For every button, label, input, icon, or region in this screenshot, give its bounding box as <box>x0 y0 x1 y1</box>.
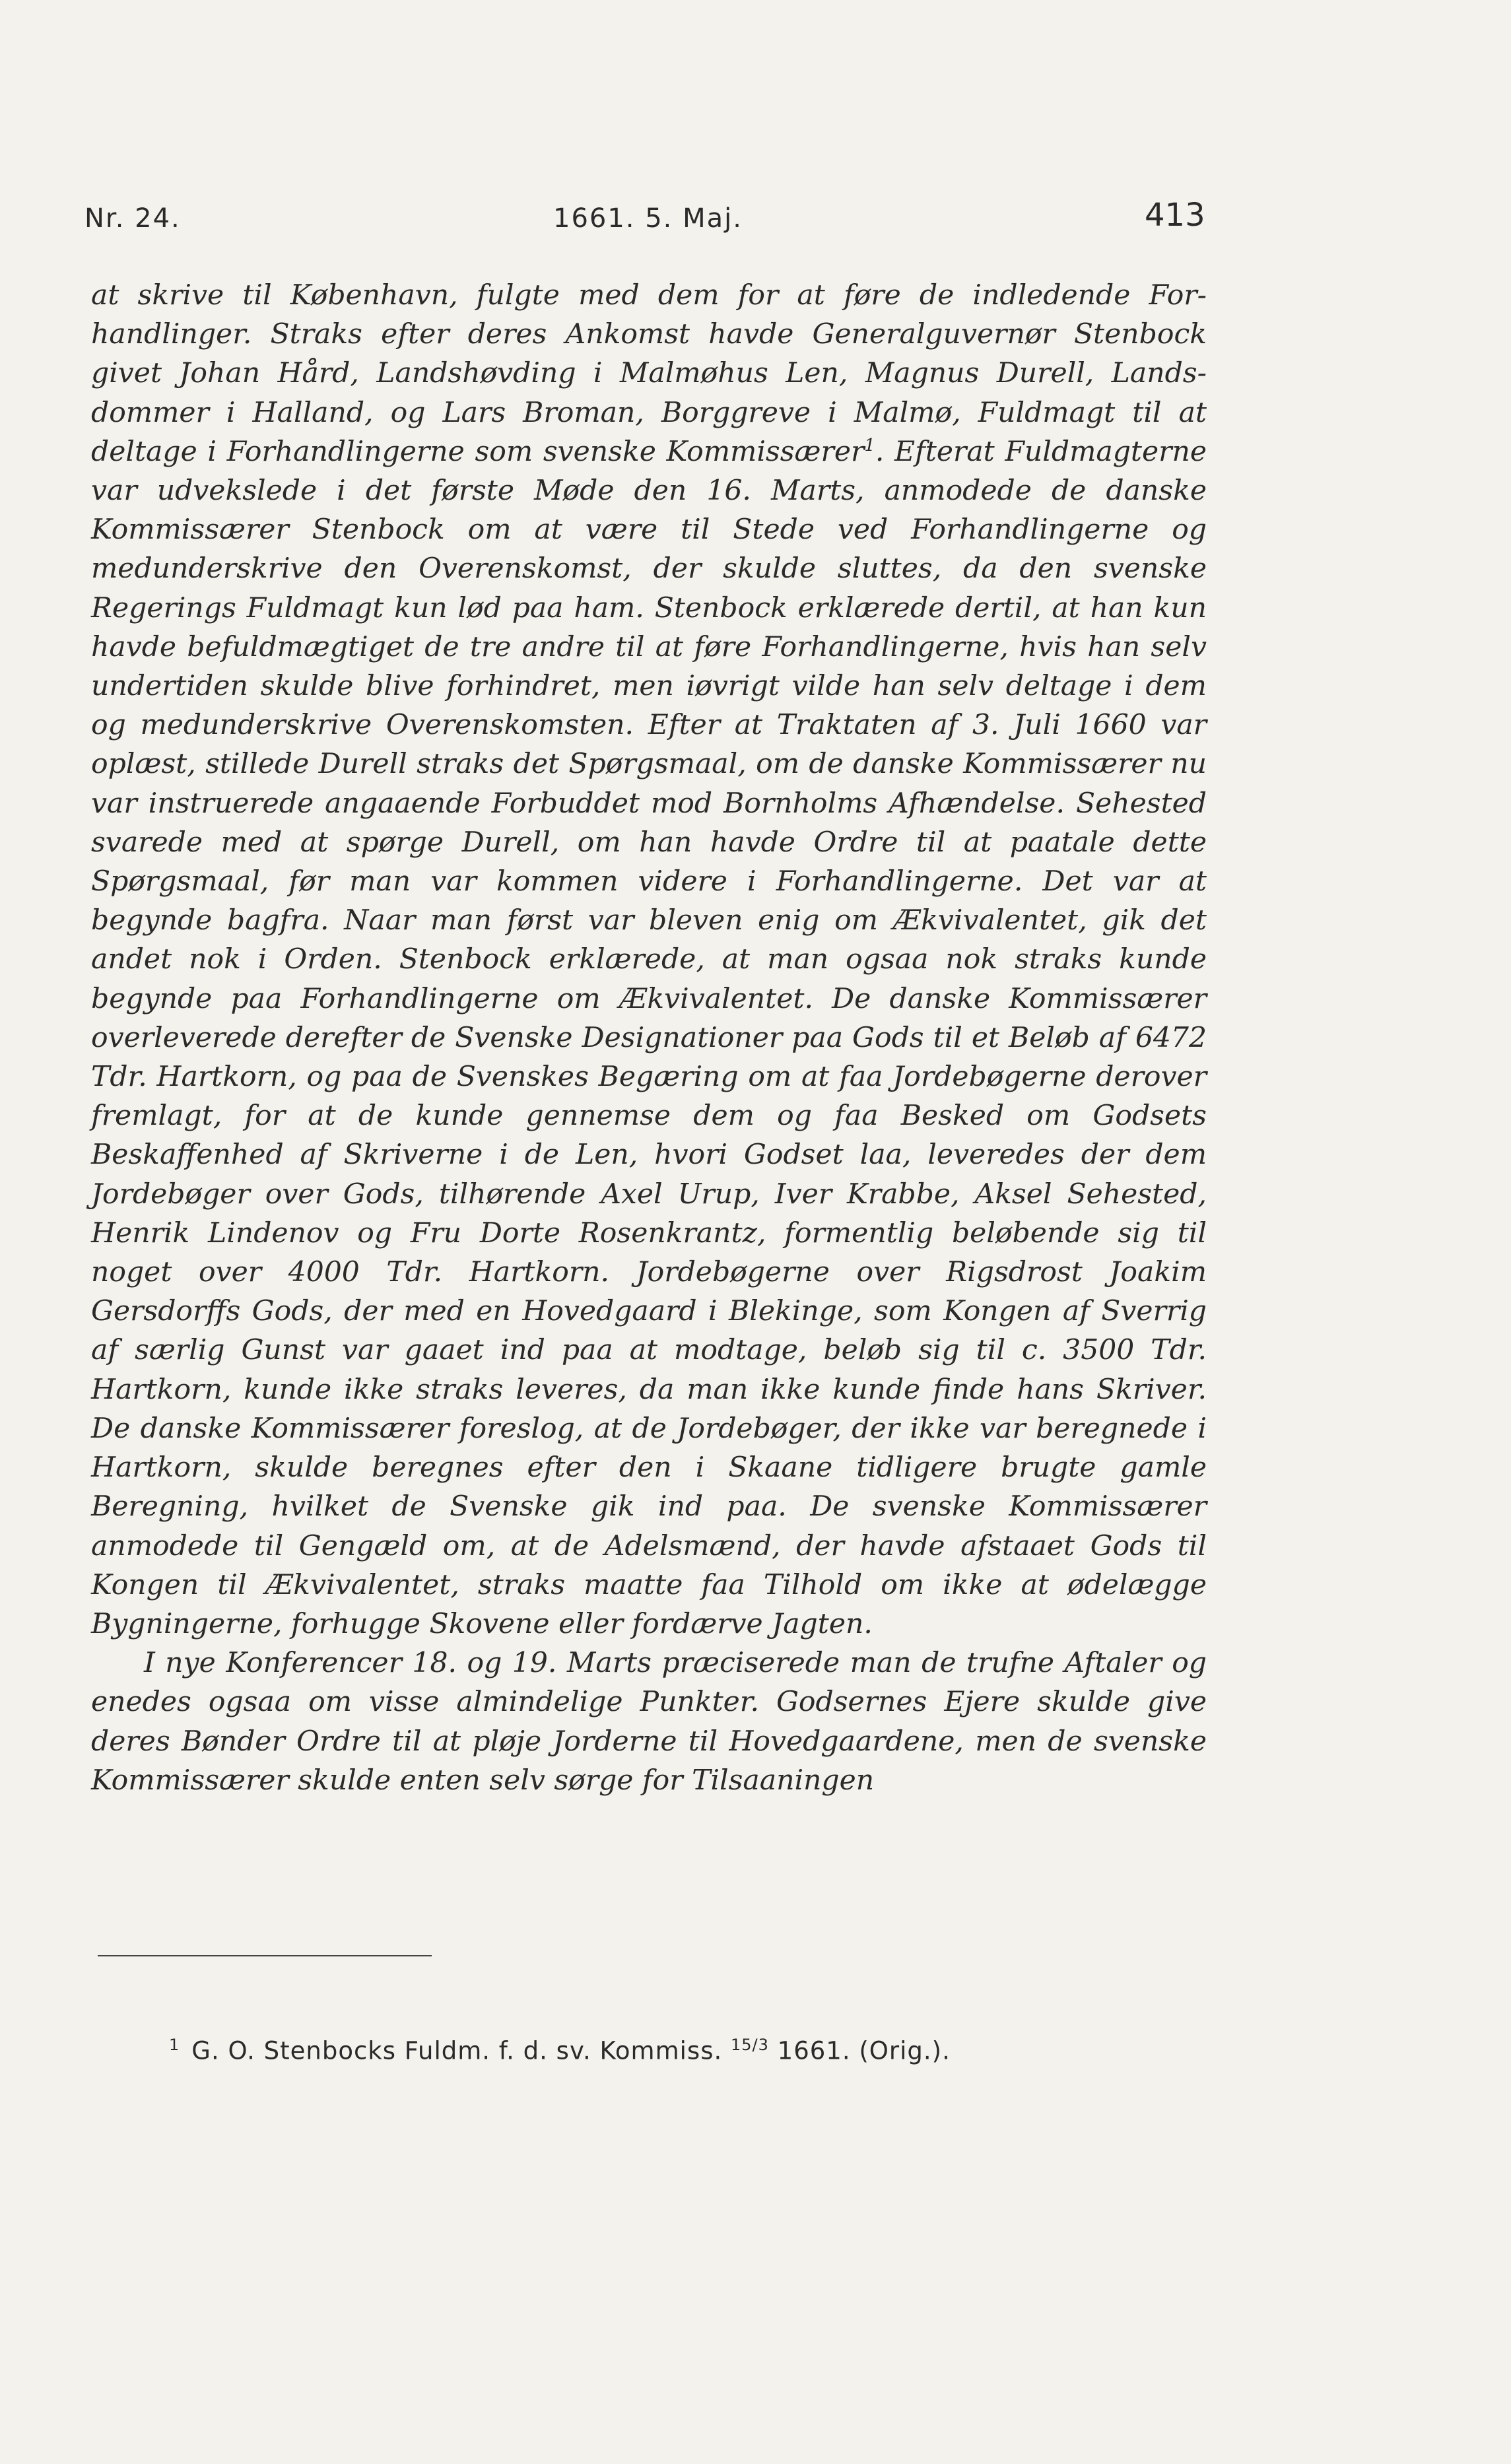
paragraph-1-part-2: . Efterat Fuldmagterne var udvekslede i det første Møde den 16. Marts, anmodede de danske Kommissærer Stenbock om at være til Stede ved Forhandlingerne og medunderskrive den Overenskomst, der skulde sluttes, da den svenske Regerings Fuldmagt kun lød paa ham. Stenbock erklærede dertil, at han kun havde befuldmægtiget de tre andre til at føre Forhandlingerne, hvis han selv undertiden skulde blive forhindret, men iøvrigt vilde han selv deltage i dem og medunderskrive Overenskomsten. Efter at Traktaten af 3. Juli 1660 var oplæst, stillede Durell straks det Spørgsmaal, om de danske Kommissærer nu var instruerede angaaende Forbuddet mod Bornholms Afhændelse. Sehested svarede med at spørge Durell, om han havde Ordre til at paatale dette Spørgsmaal, før man var kommen videre i Forhandlingerne. Det var at begynde bagfra. Naar man først var bleven enig om Ækvivalentet, gik det andet nok i Orden. Stenbock erklærede, at man ogsaa nok straks kunde begynde paa Forhandlingerne om Ækvivalentet. De danske Kommissærer overleverede derefter de Svenske Designationer paa Gods til et Beløb af 6472 Tdr. Hartkorn, og paa de Svenskes Begæring om at faa Jordebøgerne derover fremlagt, for at de kunde gennemse dem og faa Besked om Godsets Beskaffenhed af Skriverne i de Len, hvori Godset laa, leveredes der dem Jordebøger over Gods, tilhørende Axel Urup, Iver Krabbe, Aksel Sehested, Henrik Lindenov og Fru Dorte Rosenkrantz, formentlig beløbende sig til noget over 4000 Tdr. Hartkorn. Jordebøgerne over Rigsdrost Joakim Gersdorffs Gods, der med en Hovedgaard i Blekinge, som Kongen af Sverrig af særlig Gunst var gaaet ind paa at modtage, beløb sig til c. 3500 Tdr. Hartkorn, kunde ikke straks leveres, da man ikke kunde finde hans Skriver. De danske Kommissærer foreslog, at de Jordebøger, der ikke var beregnede i Hartkorn, skulde beregnes efter den i Skaane tidligere brugte gamle Beregning, hvilket de Svenske gik ind paa. De svenske Kommissærer anmodede til Gengæld om, at de Adelsmænd, der havde afstaaet Gods til Kongen til Ækvivalentet, straks maatte faa Tilhold om ikke at ødelægge Bygningerne, forhugge Skovene eller fordærve Jagten. <box>91 435 1207 1640</box>
document-date: 1661. 5. Maj. <box>553 203 743 234</box>
document-number: Nr. 24. <box>84 203 181 234</box>
footnote-text-end: 1661. (Orig.). <box>768 2036 951 2065</box>
page-number: 413 <box>1145 197 1205 234</box>
footnote-reference: 1 <box>864 435 875 455</box>
paragraph-2: I nye Konferencer 18. og 19. Marts præciserede man de trufne Aftaler og enedes ogsaa om visse almindelige Punkter. Godsernes Ejere skulde give deres Bønder Ordre til at pløje Jorderne til Hovedgaardene, men de svenske Kommissærer skulde enten selv sørge for Tilsaaningen <box>91 1647 1207 1797</box>
footnote-divider <box>98 1955 432 1956</box>
footnote-mark: 1 <box>169 2036 180 2054</box>
main-text <box>91 276 1207 1800</box>
page-header <box>0 0 1511 277</box>
footnote-date-fraction: 15/3 <box>731 2036 769 2054</box>
footnote <box>169 2036 951 2065</box>
paragraph-1-part-1: at skrive til København, fulgte med dem for at føre de indledende Forhandlinger. Straks efter deres Ankomst havde Generalguvernør Stenbock givet Johan Hård, Landshøvding i Malmøhus Len, Magnus Durell, Landsdommer i Halland, og Lars Broman, Borggreve i Malmø, Fuldmagt til at deltage i Forhandlingerne som svenske Kommissærer <box>91 279 1207 468</box>
footnote-text-start: G. O. Stenbocks Fuldm. f. d. sv. Kommiss. <box>191 2036 731 2065</box>
